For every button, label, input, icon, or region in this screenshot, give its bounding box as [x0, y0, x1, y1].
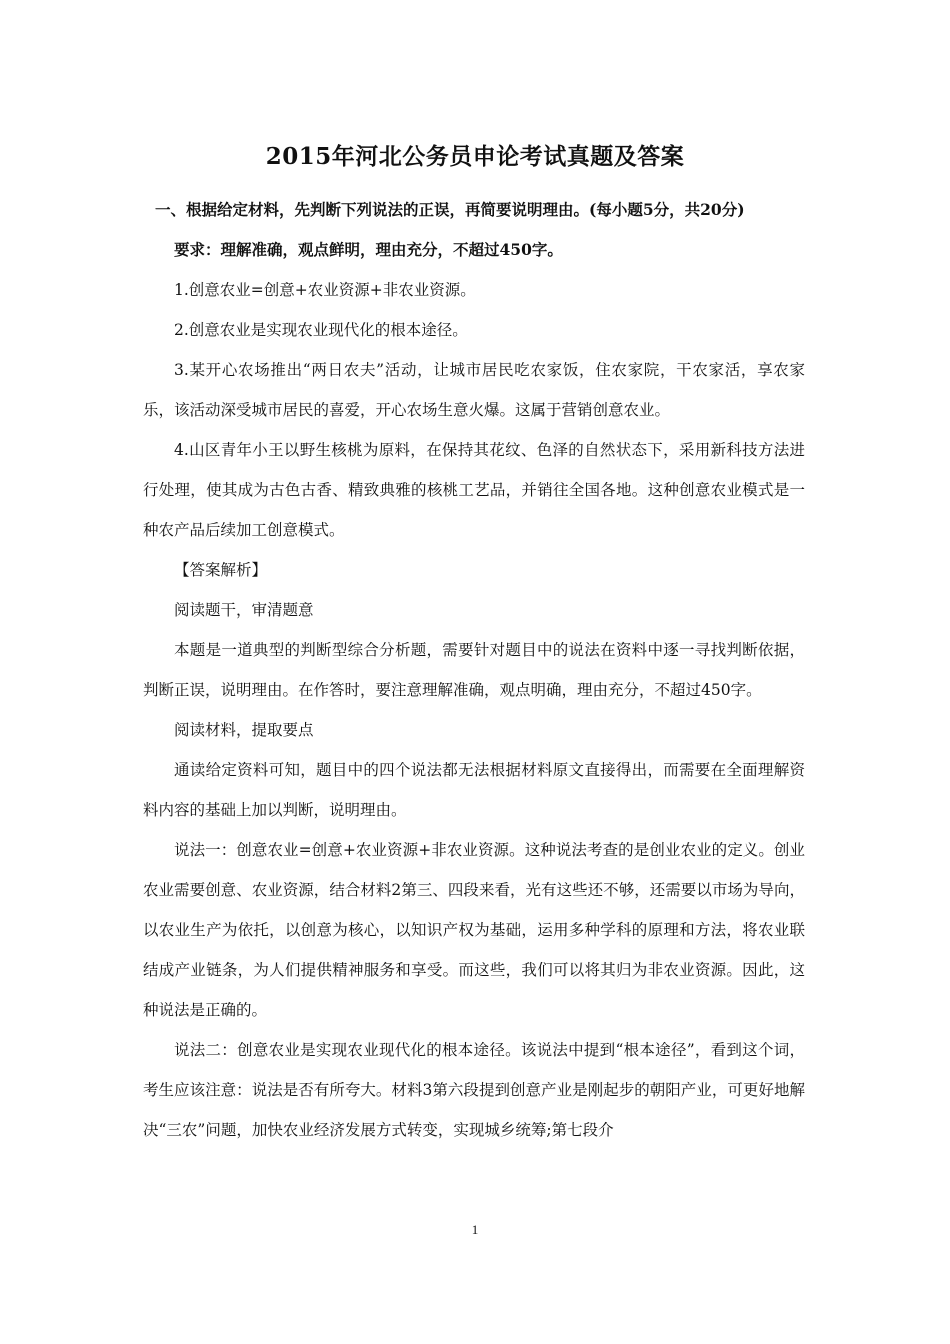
answer-heading: 【答案解析】: [174, 561, 268, 579]
requirement-line: 要求：理解准确，观点鲜明，理由充分，不超过450字。: [174, 240, 563, 259]
analysis-paragraph: 说法二：创意农业是实现农业现代化的根本途径。该说法中提到“根本途径”，看到这个词，考生应该注意：说法是否有所夸大。材料3第六段提到创意产业是刚起步的朝阳产业，可更好地解决“三农”问题，加快农业经济发展方式转变，实现城乡统筹;第七段介: [143, 1041, 805, 1139]
document-body: [143, 190, 805, 1150]
statement-item: 1.创意农业=创意+农业资源+非农业资源。: [174, 281, 476, 299]
page-number: 1: [471, 1222, 479, 1237]
statement-item: 4.山区青年小王以野生核桃为原料，在保持其花纹、色泽的自然状态下，采用新科技方法进行处理，使其成为古色古香、精致典雅的核桃工艺品，并销往全国各地。这种创意农业模式是一种农产品后续加工创意模式。: [143, 441, 805, 539]
subsection-heading: 阅读题干，审清题意: [174, 601, 314, 619]
subsection-text: 通读给定资料可知，题目中的四个说法都无法根据材料原文直接得出，而需要在全面理解资料内容的基础上加以判断，说明理由。: [143, 761, 805, 819]
question-header: 一、根据给定材料，先判断下列说法的正误，再简要说明理由。(每小题5分，共20分): [155, 200, 745, 219]
subsection-text: 本题是一道典型的判断型综合分析题，需要针对题目中的说法在资料中逐一寻找判断依据，判断正误，说明理由。在作答时，要注意理解准确，观点明确，理由充分，不超过450字。: [143, 641, 805, 699]
subsection-heading: 阅读材料，提取要点: [174, 721, 314, 739]
statement-item: 3.某开心农场推出“两日农夫”活动，让城市居民吃农家饭，住农家院，干农家活，享农家乐，该活动深受城市居民的喜爱，开心农场生意火爆。这属于营销创意农业。: [143, 361, 805, 419]
document-title: 2015年河北公务员申论考试真题及答案: [265, 143, 685, 170]
statement-item: 2.创意农业是实现农业现代化的根本途径。: [174, 321, 468, 339]
analysis-paragraph: 说法一：创意农业=创意+农业资源+非农业资源。这种说法考查的是创业农业的定义。创业农业需要创意、农业资源，结合材料2第三、四段来看，光有这些还不够，还需要以市场为导向，以农业生产为依托，以创意为核心，以知识产权为基础，运用多种学科的原理和方法，将农业联结成产业链条，为人们提供精神服务和享受。而这些，我们可以将其归为非农业资源。因此，这种说法是正确的。: [143, 841, 805, 1019]
